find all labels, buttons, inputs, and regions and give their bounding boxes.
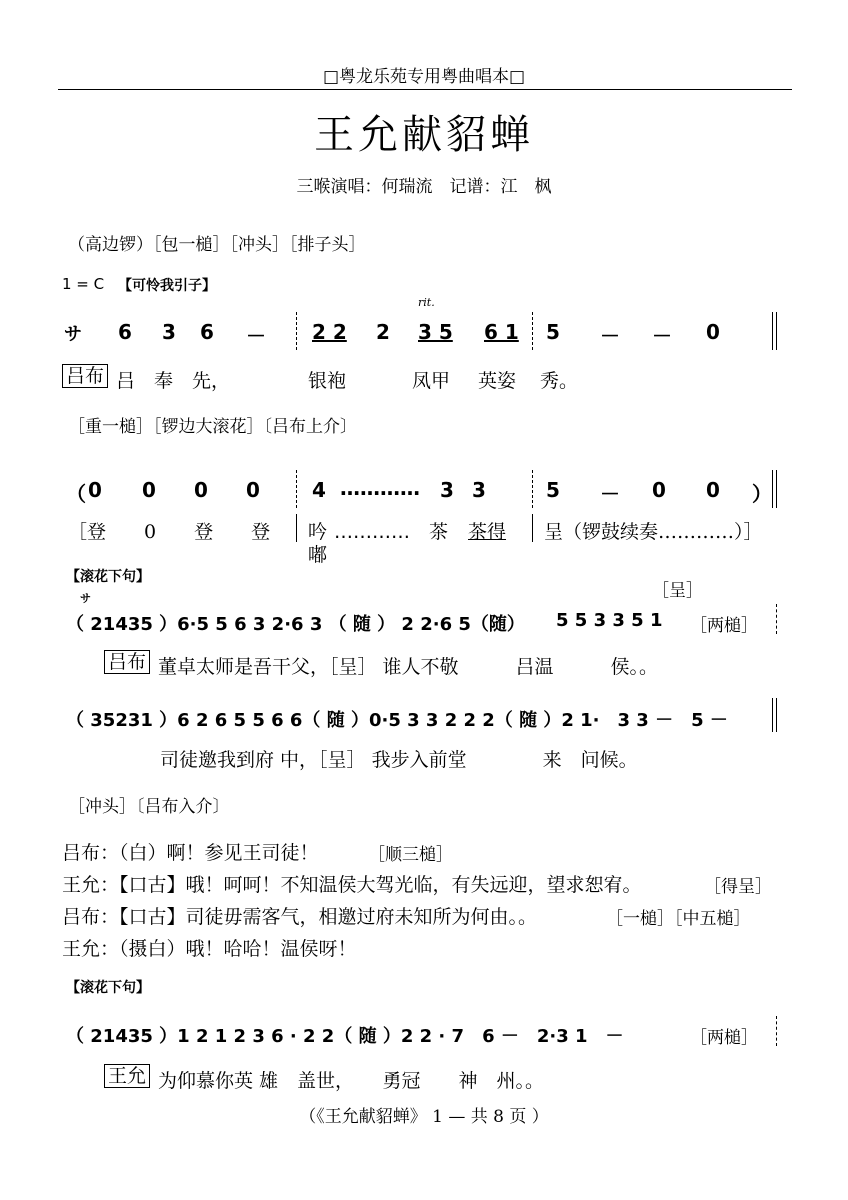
note: 5: [546, 478, 560, 502]
percussion-word: ………… 茶: [334, 521, 449, 543]
lyric: 银袍: [308, 370, 347, 392]
lyric: 吕 奉 先，: [116, 370, 231, 392]
dash: －: [600, 324, 620, 348]
note: 4: [312, 478, 326, 502]
percussion-word: 茶得: [468, 521, 507, 543]
percussion-word: 嘟: [308, 544, 328, 566]
page-title: 王允献貂蝉: [314, 112, 534, 158]
note: 6: [118, 320, 132, 344]
score-line-5: （ 21435 ）1 2 1 2 3 6 · 2 2（ 随 ）2 2 · 7 6 － 2·3 1 －: [66, 1026, 624, 1047]
score-line-3b: 5 5 3 3 5 1: [556, 610, 663, 631]
note: 3 5: [418, 320, 453, 344]
dialogue-line: 王允：【口古】哦！呵呵！不知温侯大驾光临，有失远迎，望求恕宥。: [62, 874, 642, 896]
dialogue-cue: ［得呈］: [704, 877, 772, 897]
cue-liang: ［两槌］: [690, 1028, 758, 1048]
dialogue-line: 王允：（摄白）哦！哈哈！温侯呀！: [62, 938, 357, 960]
dots: …………: [340, 476, 420, 500]
paren: ）: [752, 482, 772, 506]
percussion-word: 吟: [308, 521, 328, 543]
barline: [532, 470, 533, 508]
final-barline: [772, 312, 777, 350]
note: 0: [194, 478, 208, 502]
dash: －: [600, 482, 620, 506]
percussion-words: ［登 0 登 登: [68, 521, 271, 543]
tune-name-3: 【滚花下句】: [66, 980, 150, 996]
rit-mark: rit.: [418, 296, 435, 309]
note: 2 2: [312, 320, 347, 344]
header-rule: [58, 89, 792, 90]
role-label: 吕布: [62, 364, 108, 388]
cue-cheng: ［呈］: [652, 581, 703, 601]
percussion-word: 呈（锣鼓续奏…………）］: [544, 521, 763, 543]
note: 0: [88, 478, 102, 502]
role-label: 吕布: [104, 650, 150, 674]
dash: －: [652, 324, 672, 348]
note: 0: [706, 478, 720, 502]
note: 0: [142, 478, 156, 502]
paren: （: [66, 482, 86, 506]
cue-intro: （高边锣）［包一槌］［冲头］［排子头］: [68, 235, 366, 255]
note: 6 1: [484, 320, 519, 344]
note: 0: [652, 478, 666, 502]
lyric: 秀。: [540, 370, 579, 392]
cue-3: ［冲头］〔吕布入介〕: [68, 797, 230, 817]
barline: [296, 312, 297, 350]
lyric: 董卓太师是吾干父，［呈］ 谁人不敬 吕温 侯。。: [158, 656, 659, 678]
note: 5: [546, 320, 560, 344]
dialogue-line: 吕布：（白）啊！参见王司徒！: [62, 842, 319, 864]
credits: 三喉演唱：何瑞流 记谱：江 枫: [296, 177, 552, 197]
barline: [296, 470, 297, 508]
sa-mark: サ: [64, 324, 82, 345]
dialogue-cue: ［一槌］［中五槌］: [606, 909, 751, 929]
barline: [532, 312, 533, 350]
dialogue-cue: ［顺三槌］: [368, 845, 453, 865]
final-barline: [772, 470, 777, 508]
barline: [532, 514, 533, 542]
barline: [296, 514, 297, 542]
note: 0: [706, 320, 720, 344]
lyric: 凤甲: [412, 370, 451, 392]
note: 0: [246, 478, 260, 502]
sa-mark: サ: [80, 592, 91, 605]
page-footer: （《王允献貂蝉》 1 — 共 8 页 ）: [299, 1107, 549, 1127]
barline: [776, 1016, 777, 1046]
score-line-4: （ 35231 ）6 2 6 5 5 6 6（ 随 ）0·5 3 3 2 2 2（ 随 ）2 1· 3 3 － 5 －: [66, 710, 728, 731]
note: 3: [162, 320, 176, 344]
barline: [776, 604, 777, 634]
key-signature: 1 = C: [62, 275, 105, 293]
lyric: 为仰慕你英 雄 盖世， 勇冠 神 州。。: [158, 1070, 545, 1092]
cue-liang: ［两槌］: [690, 616, 758, 636]
note: 2: [376, 320, 390, 344]
role-label: 王允: [104, 1064, 150, 1088]
dash: －: [246, 324, 266, 348]
note: 3: [440, 478, 454, 502]
tune-name-2: 【滚花下句】: [66, 569, 150, 585]
header-banner: □粤龙乐苑专用粤曲唱本□: [322, 67, 526, 87]
lyric: 司徒邀我到府 中，［呈］ 我步入前堂 来 问候。: [160, 749, 638, 771]
tune-name-1: 【可怜我引子】: [118, 278, 216, 294]
cue-2: ［重一槌］［锣边大滚花］〔吕布上介〕: [68, 417, 357, 437]
lyric: 英姿: [478, 370, 517, 392]
score-line-3a: （ 21435 ）6·5 5 6 3 2·6 3 （ 随 ） 2 2·6 5（随）: [66, 614, 525, 635]
note: 6: [200, 320, 214, 344]
note: 3: [472, 478, 486, 502]
dialogue-line: 吕布：【口古】司徒毋需客气，相邀过府未知所为何由。。: [62, 906, 538, 928]
final-barline: [772, 698, 777, 732]
